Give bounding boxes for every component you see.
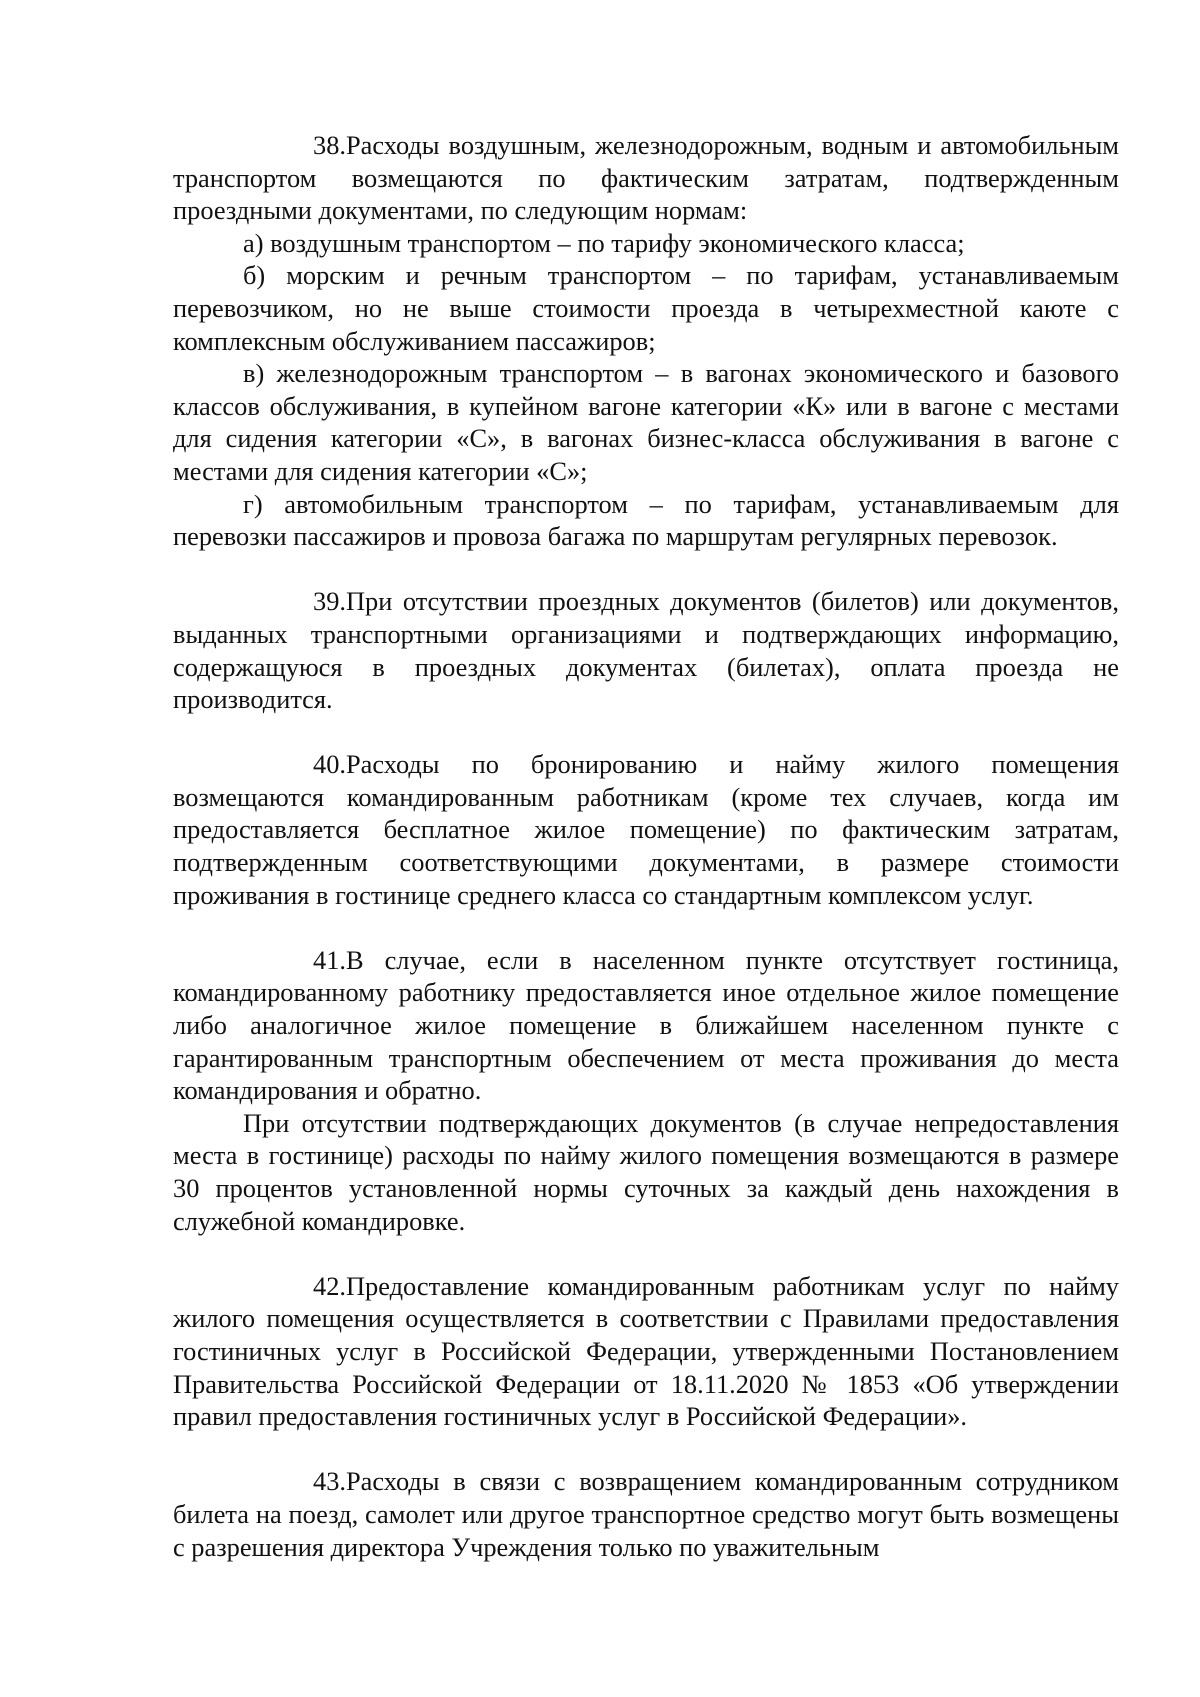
section-42 (173, 1270, 1119, 1433)
clause-text: В случае, если в населенном пункте отсутствует гостиница, командированному работнику предоставляется иное отдельное жилое помещение либо аналогичное жилое помещение в ближайшем населенном пункте с гарантированным транспортным обеспечением от места проживания до места командирования и обратно. (173, 944, 1119, 1106)
clause-text: При отсутствии проездных документов (билетов) или документов, выданных транспортными организациями и подтверждающих информацию, содержащуюся в проездных документах (билетах), оплата проезда не производится. (173, 586, 1119, 715)
clause-text: Расходы воздушным, железнодорожным, водным и автомобильным транспортом возмещаются по фактическим затратам, подтвержденным проездными документами, по следующим нормам: (173, 130, 1119, 226)
section-38 (173, 129, 1119, 553)
list-item: в) железнодорожным транспортом – в вагонах экономического и базового классов обслуживания, в купейном вагоне категории «К» или в вагоне с местами для сидения категории «С», в вагонах бизнес-класса обслуживания в вагоне с местами для сидения категории «С»; (173, 358, 1119, 486)
list-item: б) морским и речным транспортом – по тарифам, устанавливаемым перевозчиком, но не выше стоимости проезда в четырехместной каюте с комплексным обслуживанием пассажиров; (173, 260, 1119, 356)
clause-text: Предоставление командированным работникам услуг по найму жилого помещения осуществляется в соответствии с Правилами предоставления гостиничных услуг в Российской Федерации, утвержденными Постановлением Правительства Российской Федерации от 18.11.2020 № 1853 «Об утверждении правил предоставления гостиничных услуг в Российской Федерации». (173, 1270, 1119, 1432)
section-43 (173, 1465, 1119, 1563)
paragraph (173, 1465, 1119, 1563)
paragraph (173, 748, 1119, 911)
paragraph (173, 1270, 1119, 1433)
clause-number: 40. (313, 749, 346, 780)
clause-number: 42. (313, 1270, 346, 1301)
clause-number: 39. (313, 586, 346, 617)
list-item: а) воздушным транспортом – по тарифу экономического класса; (243, 227, 965, 258)
paragraph (173, 585, 1119, 715)
document-body (173, 129, 1119, 1563)
clause-text: Расходы по бронированию и найму жилого помещения возмещаются командированным работникам (кроме тех случаев, когда им предоставляется бесплатное жилое помещение) по фактическим затратам, подтвержденным соответствующими документами, в размере стоимости проживания в гостинице среднего класса со стандартным комплексом услуг. (173, 749, 1119, 910)
clause-number: 38. (313, 130, 346, 160)
paragraph (173, 944, 1119, 1107)
clause-text: Расходы в связи с возвращением командированным сотрудником билета на поезд, самолет или другое транспортное средство могут быть возмещены с разрешения директора Учреждения только по уважительным (173, 1466, 1119, 1562)
paragraph (173, 129, 1119, 227)
section-39 (173, 585, 1119, 715)
list-item: г) автомобильным транспортом – по тарифам, устанавливаемым для перевозки пассажиров и провоза багажа по маршрутам регулярных перевозок. (173, 488, 1119, 552)
clause-number: 43. (313, 1466, 346, 1497)
clause-number: 41. (313, 944, 346, 975)
paragraph: При отсутствии подтверждающих документов (в случае непредоставления места в гостинице) расходы по найму жилого помещения возмещаются в размере 30 процентов установленной нормы суточных за каждый день нахождения в служебной командировке. (173, 1107, 1119, 1236)
section-40 (173, 748, 1119, 911)
section-41 (173, 944, 1119, 1237)
